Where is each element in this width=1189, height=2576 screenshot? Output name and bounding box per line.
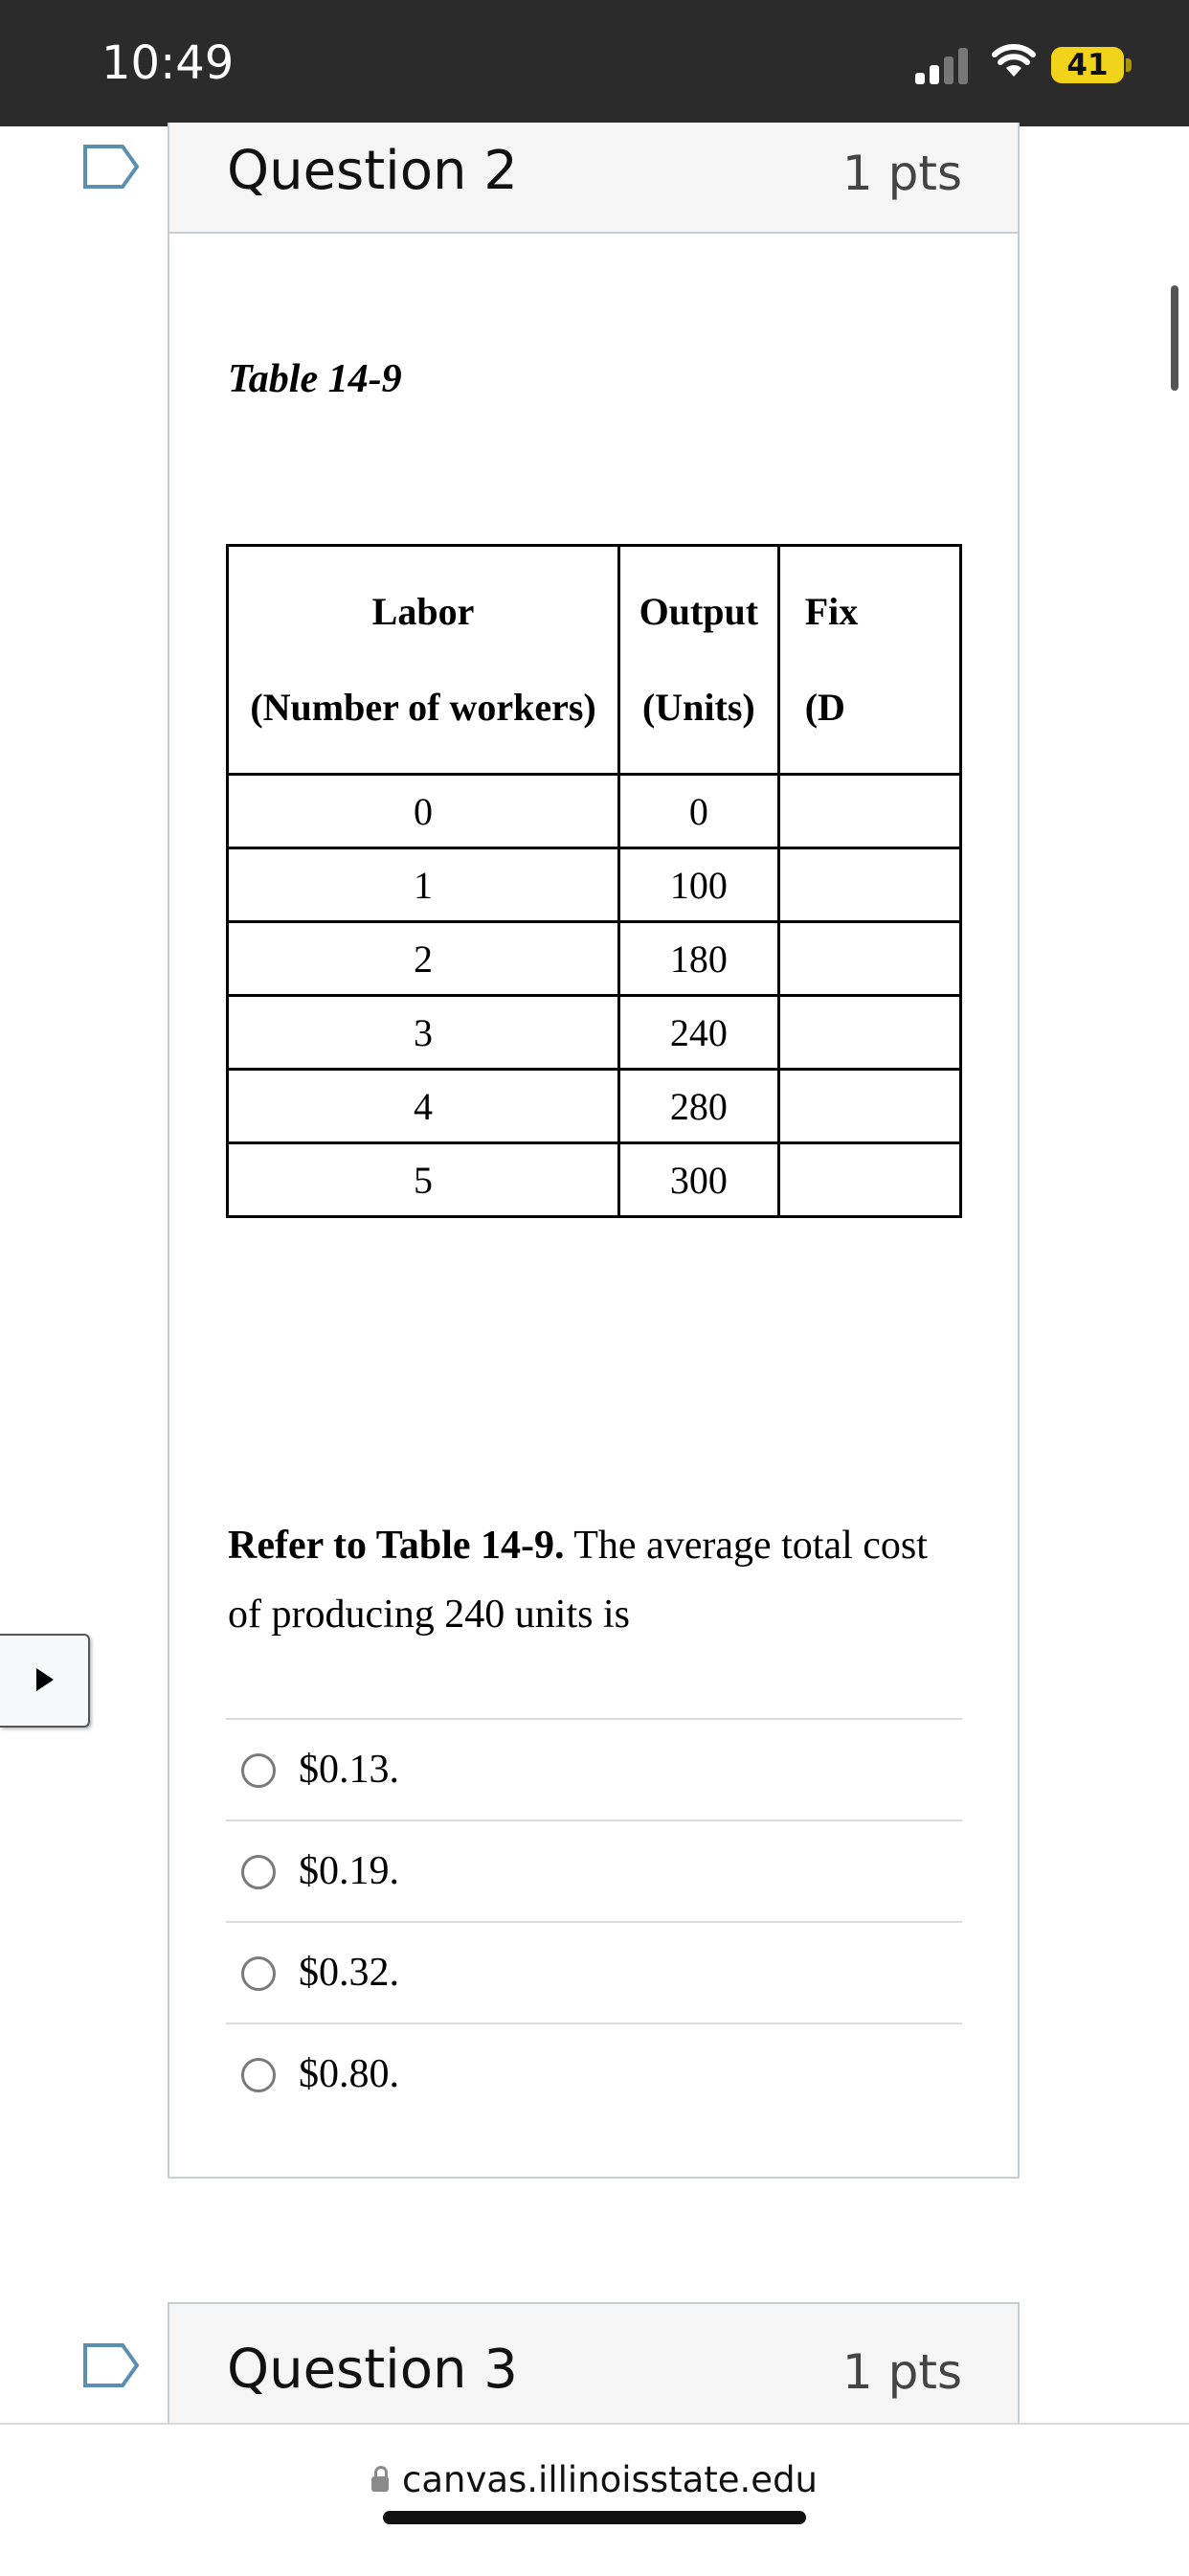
cell-fixed [778, 922, 960, 996]
cell-fixed [778, 775, 960, 848]
table-row [228, 996, 961, 1070]
cellular-signal-icon [915, 48, 971, 84]
home-indicator[interactable] [383, 2511, 806, 2524]
browser-address-bar[interactable] [0, 2423, 1189, 2576]
question-title: Question 3 [227, 2339, 518, 2401]
cell-labor: 4 [228, 1070, 619, 1143]
cell-output: 280 [619, 1070, 779, 1143]
url-text: canvas.illinoisstate.edu [401, 2459, 819, 2500]
header-output-unit: (Units) [641, 686, 755, 729]
question-points: 1 pts [841, 146, 962, 201]
table-row [228, 775, 961, 848]
question-points: 1 pts [841, 2344, 962, 2400]
question-header [169, 123, 1018, 234]
header-output [619, 546, 779, 775]
answer-label: $0.19. [299, 1849, 399, 1893]
battery-nub [1126, 58, 1132, 72]
question-prompt [228, 1511, 965, 1649]
table-row [228, 1143, 961, 1217]
radio-button[interactable] [241, 1753, 276, 1788]
header-fixed-cost [778, 546, 960, 775]
lock-icon [371, 2476, 389, 2492]
battery-icon [1051, 47, 1124, 83]
cell-output: 300 [619, 1143, 779, 1217]
cell-output: 180 [619, 922, 779, 996]
question-3-card [168, 2302, 1020, 2427]
expand-arrow-icon [36, 1668, 54, 1691]
answer-option[interactable] [226, 1718, 962, 1819]
answer-option[interactable] [226, 1819, 962, 1921]
flag-question-icon[interactable] [82, 2342, 140, 2388]
cell-output: 0 [619, 775, 779, 848]
prompt-reference: Refer to Table 14-9. [228, 1524, 565, 1568]
radio-button[interactable] [241, 1855, 276, 1889]
question-title: Question 2 [227, 140, 518, 202]
wifi-icon [992, 44, 1036, 79]
header-labor-unit: (Number of workers) [250, 686, 596, 729]
header-fixed-title: Fix [804, 590, 859, 633]
question-nav-toggle[interactable] [0, 1634, 90, 1728]
prompt-text: The average total cost of producing 240 units is [228, 1524, 928, 1637]
table-row [228, 848, 961, 922]
header-labor-title: Labor [371, 590, 475, 633]
answer-list [226, 1718, 962, 2124]
answer-label: $0.32. [299, 1951, 399, 1995]
cell-labor: 0 [228, 775, 619, 848]
table-caption: Table 14-9 [228, 357, 402, 401]
radio-button[interactable] [241, 1956, 276, 1991]
answer-label: $0.80. [299, 2052, 399, 2096]
cell-fixed [778, 996, 960, 1070]
cell-labor: 1 [228, 848, 619, 922]
flag-question-icon[interactable] [82, 144, 140, 190]
cell-labor: 3 [228, 996, 619, 1070]
radio-button[interactable] [241, 2058, 276, 2092]
header-labor [228, 546, 619, 775]
data-table [226, 544, 962, 1218]
cell-fixed [778, 1143, 960, 1217]
cell-labor: 5 [228, 1143, 619, 1217]
answer-option[interactable] [226, 2022, 962, 2124]
cell-labor: 2 [228, 922, 619, 996]
question-header [169, 2304, 1018, 2429]
cell-fixed [778, 1070, 960, 1143]
header-output-title: Output [639, 590, 759, 633]
status-bar [0, 0, 1189, 126]
table-row [228, 922, 961, 996]
battery-level: 41 [1066, 48, 1109, 82]
answer-option[interactable] [226, 1921, 962, 2022]
cell-fixed [778, 848, 960, 922]
answer-label: $0.13. [299, 1748, 399, 1792]
data-table-container [226, 544, 962, 1218]
header-fixed-unit: (D [804, 686, 845, 729]
table-row [228, 1070, 961, 1143]
status-time: 10:49 [101, 36, 235, 90]
url-display[interactable] [0, 2459, 1189, 2500]
cell-output: 240 [619, 996, 779, 1070]
cell-output: 100 [619, 848, 779, 922]
table-scrollbar[interactable] [1171, 285, 1178, 391]
